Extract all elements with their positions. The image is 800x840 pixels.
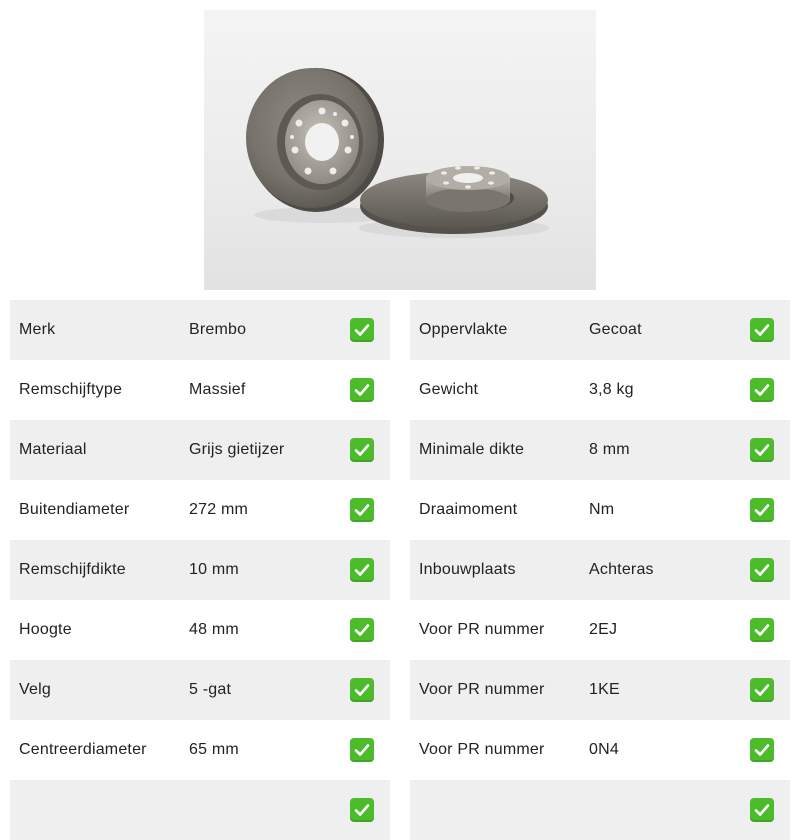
spec-value: 3,8 kg <box>589 381 634 398</box>
spec-value: 272 mm <box>189 501 248 518</box>
spec-row-height <box>10 600 390 660</box>
spec-label: Draaimoment <box>419 501 518 518</box>
spec-label: Velg <box>19 681 51 698</box>
check-mark-icon <box>750 438 774 462</box>
check-mark-icon <box>350 318 374 342</box>
brake-disc-illustration <box>204 10 596 290</box>
spec-label: Voor PR nummer <box>419 681 545 698</box>
spec-value: 1KE <box>589 681 620 698</box>
check-mark-icon <box>750 618 774 642</box>
check-mark-icon <box>350 498 374 522</box>
spec-table-right <box>410 300 790 840</box>
check-mark-icon <box>750 738 774 762</box>
spec-label: Merk <box>19 321 56 338</box>
spec-row-centering-diameter <box>10 720 390 780</box>
spec-label: Buitendiameter <box>19 501 130 518</box>
spec-value: Achteras <box>589 561 654 578</box>
spec-row-min-thickness <box>410 420 790 480</box>
spec-row-torque <box>410 480 790 540</box>
product-image <box>204 10 596 290</box>
spec-row-pr-number <box>410 660 790 720</box>
spec-value: 65 mm <box>189 741 239 758</box>
spec-label: Centreerdiameter <box>19 741 147 758</box>
spec-row-brand <box>10 300 390 360</box>
spec-value: 48 mm <box>189 621 239 638</box>
spec-label: Oppervlakte <box>419 321 508 338</box>
check-mark-icon <box>750 318 774 342</box>
spec-value: 10 mm <box>189 561 239 578</box>
spec-value: 2EJ <box>589 621 618 638</box>
check-mark-icon <box>750 798 774 822</box>
spec-row-surface <box>410 300 790 360</box>
check-mark-icon <box>350 678 374 702</box>
spec-row-disc-type <box>10 360 390 420</box>
spec-value: Nm <box>589 501 615 518</box>
check-mark-icon <box>350 618 374 642</box>
spec-row-weight <box>410 360 790 420</box>
spec-label: Hoogte <box>19 621 72 638</box>
check-mark-icon <box>350 378 374 402</box>
spec-value: 0N4 <box>589 741 619 758</box>
spec-row-pr-number <box>410 600 790 660</box>
check-mark-icon <box>350 558 374 582</box>
check-mark-icon <box>750 558 774 582</box>
check-mark-icon <box>750 378 774 402</box>
spec-row-disc-thickness <box>10 540 390 600</box>
spec-value: 8 mm <box>589 441 630 458</box>
check-mark-icon <box>750 498 774 522</box>
spec-row-rim <box>10 660 390 720</box>
spec-label: Materiaal <box>19 441 87 458</box>
spec-label: Minimale dikte <box>419 441 525 458</box>
check-mark-icon <box>350 738 374 762</box>
spec-row-pr-number <box>410 720 790 780</box>
spec-label: Voor PR nummer <box>419 741 545 758</box>
spec-row-partial <box>410 780 790 840</box>
check-mark-icon <box>750 678 774 702</box>
spec-row-mounting-position <box>410 540 790 600</box>
spec-value: 5 -gat <box>189 681 232 698</box>
spec-value: Brembo <box>189 321 247 338</box>
spec-table-left <box>10 300 390 840</box>
spec-value: Grijs gietijzer <box>189 441 285 458</box>
spec-label: Inbouwplaats <box>419 561 516 578</box>
spec-row-partial <box>10 780 390 840</box>
spec-label: Voor PR nummer <box>419 621 545 638</box>
spec-value: Gecoat <box>589 321 642 338</box>
spec-row-material <box>10 420 390 480</box>
spec-value: Massief <box>189 381 246 398</box>
check-mark-icon <box>350 798 374 822</box>
check-mark-icon <box>350 438 374 462</box>
spec-row-outer-diameter <box>10 480 390 540</box>
spec-label: Remschijftype <box>19 381 123 398</box>
spec-label: Gewicht <box>419 381 479 398</box>
spec-label: Remschijfdikte <box>19 561 126 578</box>
